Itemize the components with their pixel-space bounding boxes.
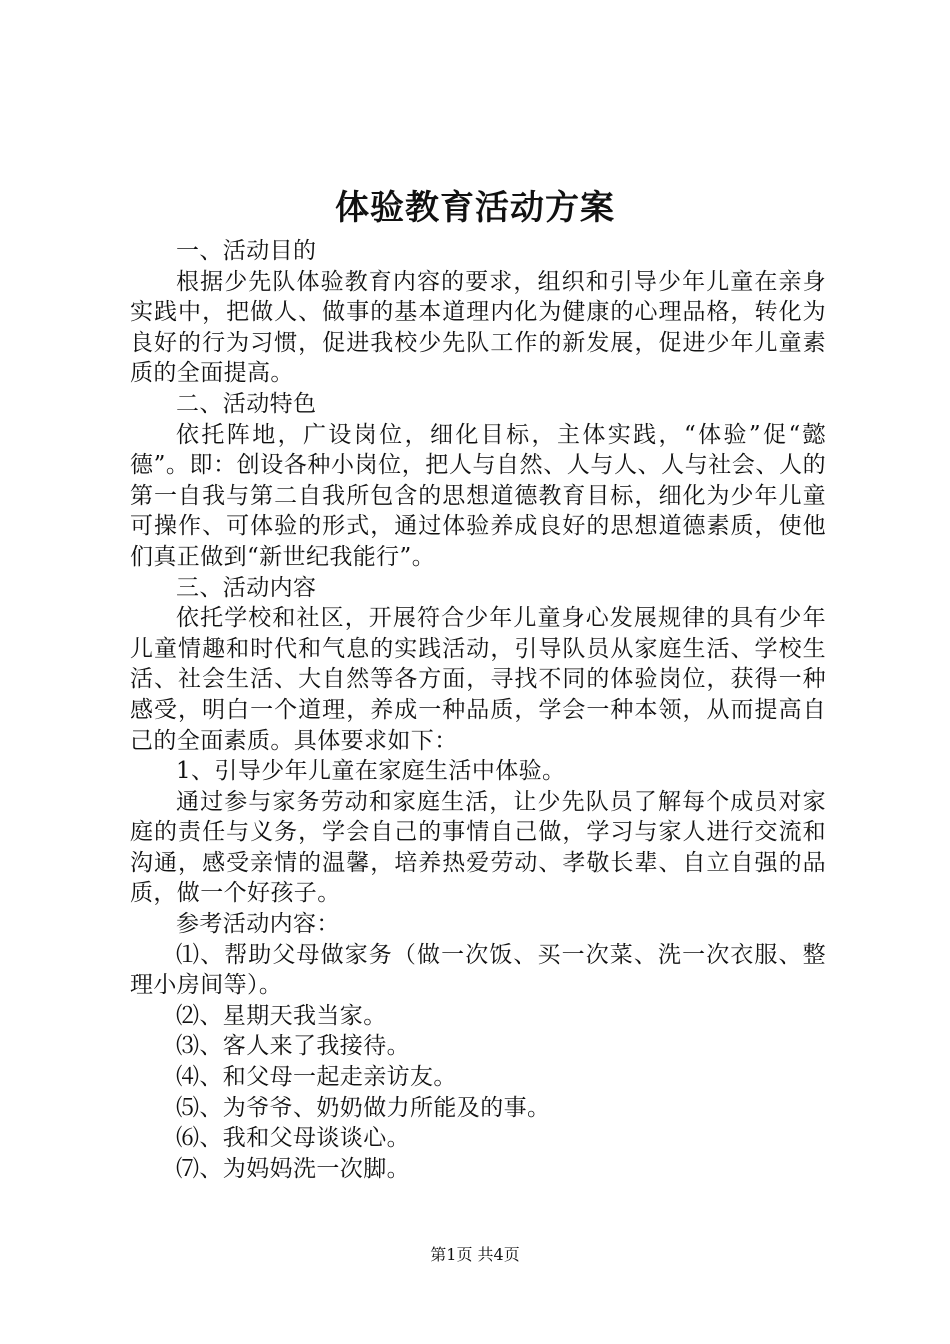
page-footer: 第1页 共4页 <box>430 1245 520 1264</box>
body-paragraph: 依托阵地，广设岗位，细化目标，主体实践，“体验”促“懿德”。即：创设各种小岗位，把人与自然、人与人、人与社会、人的第一自我与第二自我所包含的思想道德教育目标，细化为少年儿童可操作、可体验的形式，通过体验养成良好的思想道德素质，使他们真正做到“新世纪我能行”。 <box>130 421 826 570</box>
list-item: ⑸、为爷爷、奶奶做力所能及的事。 <box>176 1094 551 1121</box>
list-item: ⑹、我和父母谈谈心。 <box>176 1125 410 1152</box>
section-heading: 一、活动目的 <box>176 238 317 264</box>
list-item: ⑴、帮助父母做家务（做一次饭、买一次菜、洗一次衣服、整理小房间等）。 <box>130 941 826 999</box>
section-heading: 三、活动内容 <box>176 574 317 601</box>
list-item: ⑺、为妈妈洗一次脚。 <box>176 1155 410 1182</box>
body-paragraph: 通过参与家务劳动和家庭生活，让少先队员了解每个成员对家庭的责任与义务，学会自己的事情自己做，学习与家人进行交流和沟通，感受亲情的温馨，培养热爱劳动、孝敬长辈、自立自强的品质，做一个好孩子。 <box>130 788 826 907</box>
document-body <box>130 236 826 1184</box>
list-item: ⑶、客人来了我接待。 <box>176 1033 410 1060</box>
document-title: 体验教育活动方案 <box>335 188 615 228</box>
list-item: ⑵、星期天我当家。 <box>176 1002 387 1029</box>
list-item: ⑷、和父母一起走亲访友。 <box>176 1064 457 1091</box>
list-label: 参考活动内容： <box>176 911 340 938</box>
section-heading: 二、活动特色 <box>176 390 317 417</box>
body-paragraph: 依托学校和社区，开展符合少年儿童身心发展规律的具有少年儿童情趣和时代和气息的实践活动，引导队员从家庭生活、学校生活、社会生活、大自然等各方面，寻找不同的体验岗位，获得一种感受，明白一个道理，养成一种品质，学会一种本领，从而提高自己的全面素质。具体要求如下： <box>130 605 826 754</box>
subsection-heading: 1、引导少年儿童在家庭生活中体验。 <box>176 758 566 785</box>
body-paragraph: 根据少先队体验教育内容的要求，组织和引导少年儿童在亲身实践中，把做人、做事的基本道理内化为健康的心理品格，转化为良好的行为习惯，促进我校少先队工作的新发展，促进少年儿童素质的全面提高。 <box>130 268 826 387</box>
